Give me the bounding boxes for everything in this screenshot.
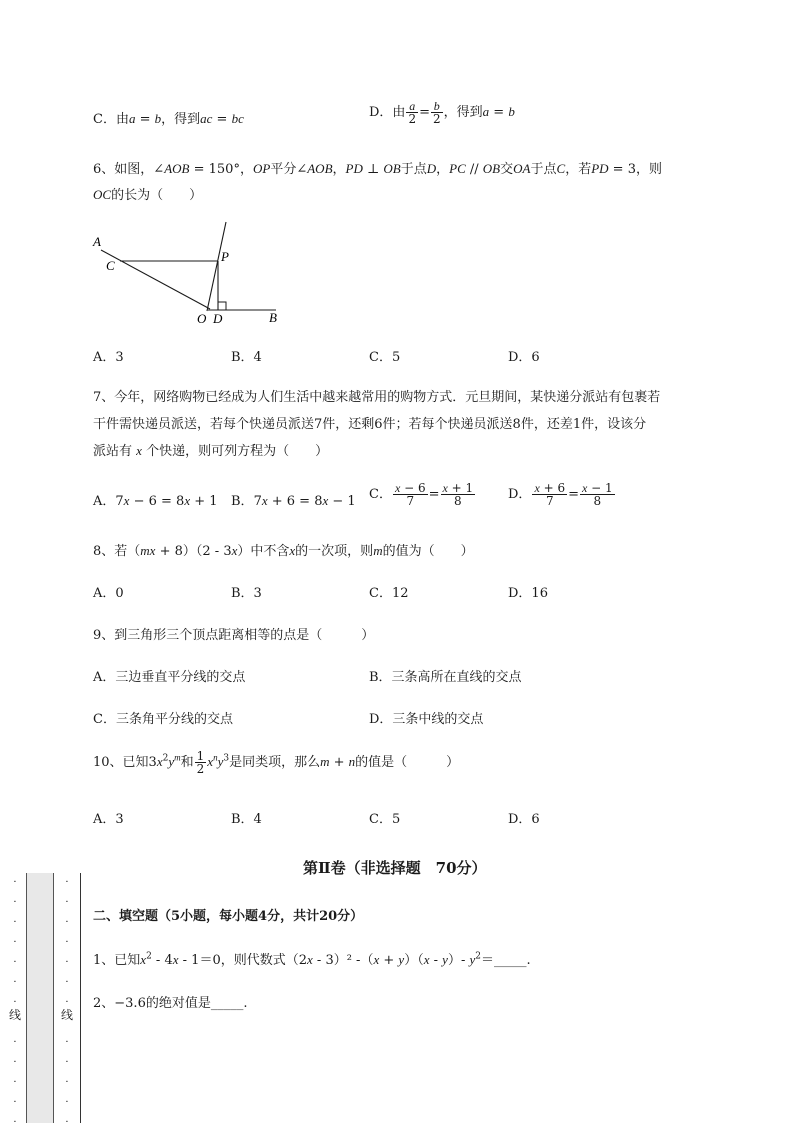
- label-o: O: [197, 311, 207, 326]
- q8-text-b: ）（2 - 3: [182, 544, 232, 559]
- q6-option-d: D．6: [508, 350, 540, 365]
- q6-text-b: ，: [239, 162, 253, 177]
- q7-option-a: A．7x − 6 = 8x + 1: [93, 493, 218, 509]
- q10-text-a: 10、已知: [93, 755, 149, 770]
- q6-text-a: 6、如图，: [93, 162, 154, 177]
- q7-line1: 7、今年，网络购物已经成为人们生活中越来越常用的购物方式．元旦期间，某快递分派站有包裹若: [93, 390, 661, 405]
- fill-q1-f: ＝_____.: [481, 953, 531, 968]
- q7-line3-a: 派站有: [93, 444, 133, 459]
- q6-option-c: C．5: [369, 350, 401, 365]
- q6-text-e: 于点: [400, 162, 427, 177]
- q6-option-b: B．4: [231, 350, 262, 365]
- fill-q1-b: ，则代数式（2: [220, 953, 307, 968]
- fill-q1: 1、已知$x^2 - 4x - 1=0$，则代数式（2x - 3）² -（x + y）（x - y）- $y^2=\_\_\_\_\_$.: [93, 951, 531, 968]
- q6-option-a: A．3: [93, 350, 124, 365]
- label-p: P: [221, 249, 229, 264]
- q10-option-d: D．6: [508, 812, 540, 827]
- q6-stem-line2: OC的长为（ ）: [93, 187, 203, 203]
- q6-text-k: 的长为（ ）: [111, 188, 203, 203]
- option-c-label: C．由: [93, 112, 129, 127]
- q6-geometry-figure: [90, 215, 290, 330]
- binding-cut-line: [80, 873, 81, 1123]
- label-b: B: [269, 310, 277, 325]
- q7-option-a-label: A．: [93, 494, 116, 509]
- binding-dots-right: · · · · · · · · · · · ·: [65, 877, 69, 1128]
- q8-text-e: 的值为（ ）: [382, 544, 474, 559]
- q10-text-b: 和: [180, 755, 194, 770]
- q5-option-d: D．由 $\frac{a}{2}$ = $\frac{b}{2}$ ，得到a = b: [369, 99, 515, 126]
- q9-option-a: A．三边垂直平分线的交点: [93, 670, 246, 685]
- option-d-mid: ，得到: [443, 105, 483, 120]
- q10-option-c: C．5: [369, 812, 401, 827]
- binding-char-left: 线: [9, 1008, 22, 1022]
- fill-blank-section-heading: 二、填空题（5小题，每小题4分，共计20分）: [93, 909, 364, 924]
- label-c: C: [106, 258, 115, 273]
- q10-text-d: 的值是（ ）: [355, 755, 460, 770]
- option-d-label: D．由: [369, 105, 406, 120]
- q6-text-c: 平分: [270, 162, 297, 177]
- q9-option-c: C．三条角平分线的交点: [93, 712, 233, 727]
- label-a: A: [93, 234, 101, 249]
- q8-text-d: 的一次项，则: [295, 544, 374, 559]
- q6-text-f: ，: [436, 162, 450, 177]
- part2-title: 第Ⅱ卷（非选择题 70分）: [303, 859, 487, 877]
- q8-stem: 8、若（mx + 8）（2 - 3x）中不含x的一次项，则m的值为（ ）: [93, 543, 474, 559]
- q7-line3: 派站有 x 个快递，则可列方程为（ ）: [93, 443, 329, 459]
- q6-text-g: 交: [500, 162, 514, 177]
- option-c-mid: ，得到: [161, 112, 201, 127]
- q9-option-b: B．三条高所在直线的交点: [369, 670, 522, 685]
- fill-q1-a: 1、已知: [93, 953, 141, 968]
- binding-dots-left: · · · · · · · · · · · ·: [13, 877, 17, 1128]
- q7-option-d-label: D．: [508, 487, 532, 502]
- fill-q1-e: ）-: [447, 953, 466, 968]
- q10-text-c: 是同类项，那么: [229, 755, 321, 770]
- q6-stem-line1: 6、如图，∠AOB = 150°，OP平分∠AOB，PD ⊥ OB于点D，PC // OB交OA于点C，若PD = 3，则: [93, 161, 662, 177]
- q8-option-c: C．12: [369, 586, 409, 601]
- q6-text-i: ，若: [565, 162, 592, 177]
- q9-stem: 9、到三角形三个顶点距离相等的点是（ ）: [93, 628, 375, 643]
- binding-char-right: 线: [61, 1008, 74, 1022]
- q8-text-a: 8、若（: [93, 544, 141, 559]
- fill-q2: 2、−3.6的绝对值是_____.: [93, 996, 248, 1011]
- fill-q1-c: - 3）² -（: [316, 953, 374, 968]
- q5-option-c: C．由a = b，得到ac = bc: [93, 111, 244, 127]
- q7-option-b-label: B．: [231, 494, 254, 509]
- ray-op: [207, 222, 226, 311]
- ray-oa: [101, 250, 210, 309]
- label-d: D: [213, 311, 223, 326]
- binding-strip: [26, 873, 54, 1123]
- q6-text-j: ，则: [635, 162, 662, 177]
- q8-option-b: B．3: [231, 586, 262, 601]
- q9-option-d: D．三条中线的交点: [369, 712, 484, 727]
- q8-option-a: A．0: [93, 586, 124, 601]
- q8-option-d: D．16: [508, 586, 548, 601]
- q6-text-d: ，: [332, 162, 346, 177]
- q10-option-b: B．4: [231, 812, 262, 827]
- q7-line3-b: 个快递，则可列方程为（ ）: [146, 444, 329, 459]
- right-angle-mark: [218, 302, 226, 310]
- q7-line2: 干件需快递员派送，若每个快递员派送7件，还剩6件；若每个快递员派送8件，还差1件，设该分: [93, 417, 647, 432]
- q10-option-a: A．3: [93, 812, 124, 827]
- fill-q1-d: ）（: [404, 953, 424, 968]
- q10-stem: 10、已知$3x^2y^m$和 $\frac{1}{2}$ $x^ny^3$是同类项，那么m + n的值是（ ）: [93, 749, 460, 776]
- q7-option-c: C． $\frac{x - 6}{7}$ = $\frac{x + 1}{8}$: [369, 481, 474, 508]
- q8-text-c: ）中不含: [237, 544, 290, 559]
- q6-text-h: 于点: [530, 162, 557, 177]
- q7-option-b: B．7x + 6 = 8x − 1: [231, 493, 356, 509]
- q7-option-d: D． $\frac{x + 6}{7}$ = $\frac{x - 1}{8}$: [508, 481, 613, 508]
- q7-option-c-label: C．: [369, 487, 392, 502]
